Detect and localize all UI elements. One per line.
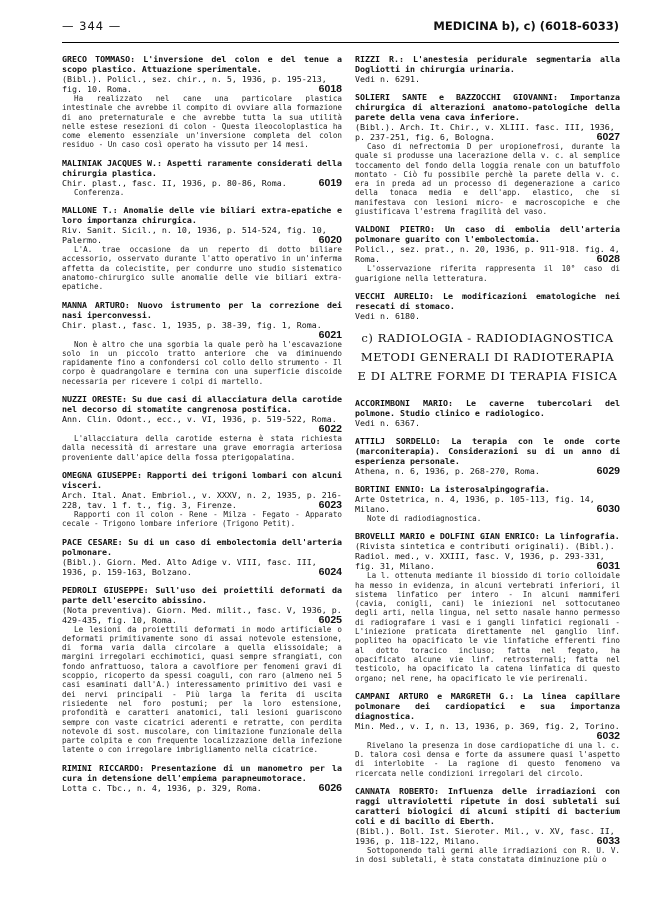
entry-number: 6018 <box>318 83 342 95</box>
entry-heading: RIZZI R.: L'anestesia peridurale segmentaria alla Dogliotti in chirurgia urinaria. <box>355 54 620 74</box>
entry-citation: Arte Ostetrica, n. 4, 1936, p. 105-113, fig. 14, Milano. 6030 <box>355 493 620 515</box>
entry-citation: Athena, n. 6, 1936, p. 268-270, Roma. 6029 <box>355 464 620 477</box>
entry <box>62 300 342 386</box>
entry-citation: (Bibl.). Arch. It. Chir., v. XLIII. fasc. III, 1936, p. 237-251, fig. 6, Bologna. 6027 <box>355 122 620 143</box>
entry-abstract: Non è altro che una sgorbia la quale però ha l'escavazione solo in un piccolo tratto anteriore che va diminuendo rapidamente fino a confondersi col collo dello strumento - Il corpo è quadrangolare e termina con una superficie discoide necessaria per ricevere i colpi di martello. <box>62 339 342 386</box>
entry <box>62 158 342 197</box>
entry <box>62 205 342 291</box>
entry-number: 6026 <box>318 781 342 794</box>
entry-crossref: Vedi n. 6291. <box>355 74 420 84</box>
entry <box>355 531 620 683</box>
entry-abstract: La l. ottenuta mediante il biossido di torio colloidale ha messo in evidenza, in alcuni vertebrati inferiori, il sistema linfatico per intero - In alcuni mammiferi (cavia, conigli, cani) le iniezioni nel sottocutaneo degli arti, nella lingua, nel setto nasale hanno permesso di radiografare i vasi e i gangli linfatici regionali - L'iniezione praticata direttamente nel ganglio linf. popliteo ha opacificato le vie linfatiche efferenti fino al dotto toracico incluso; fatta nel fegato, ha opacificato alcune vie linf. retrosternali; fatta nel testicolo, ha opacificato la catena linfatica di questo organo; nel rene, ha opacificato le vie perirenali. <box>355 571 620 683</box>
entry-abstract: Caso di nefrectomia D per uropionefrosi, durante la quale si produsse una lacerazione della v. c. al semplice toccamento del fondo della loggia renale con un batuffolo montato - Ciò fu possibile perchè la parete della v. c. era in preda ad un processo di degenerazione a carico della tonaca media e dell'app. elastico, che si manifestava con lesioni micro- e macroscopiche e che giustificava l'estrema fragilità del vaso. <box>355 142 620 217</box>
entry-citation: Ann. Clin. Odont., ecc., v. VI, 1936, p. 519-522, Roma. 6022 <box>62 414 342 436</box>
entry-citation: Chir. plast., fasc. 1, 1935, p. 38-39, fig. 1, Roma. 6021 <box>62 319 342 341</box>
entry-citation: Lotta c. Tbc., n. 4, 1936, p. 329, Roma. 6026 <box>62 781 342 794</box>
entry-number: 6019 <box>318 176 342 189</box>
entry-heading: ATTILJ SORDELLO: La terapia con le onde corte (marconiterapia). Considerazioni su di un anno di esperienza personale. <box>355 435 620 466</box>
entry <box>355 484 620 523</box>
entry-heading: BROVELLI MARIO e DOLFINI GIAN ENRICO: La linfografia. <box>355 531 620 542</box>
entry-number: 6021 <box>318 328 342 341</box>
entry-crossref: Vedi n. 6180. <box>355 310 420 321</box>
entry-heading: CANNATA ROBERTO: Influenza delle irradiazioni con raggi ultravioletti ripetute in dosi subletali sui caratteri biologici di alcuni stipiti di bacterium coli e di bacillo di Eberth. <box>355 786 620 827</box>
entry-abstract: L'allacciatura della carotide esterna è stata richiesta dalla necessità di arrestare una grave emorragia arteriosa proveniente dall'apice della fossa pterigopalatina. <box>62 434 342 462</box>
entry-citation: (Bibl.). Boll. Ist. Sieroter. Mil., v. XV, fasc. II, 1936, p. 118-122, Milano. 6033 <box>355 826 620 848</box>
entry <box>355 786 620 865</box>
entry <box>355 436 620 476</box>
entry <box>62 537 342 577</box>
left-column <box>62 54 342 801</box>
entry-number: 6028 <box>596 253 620 266</box>
running-title: MEDICINA b), c) (6018-6033) <box>433 19 619 33</box>
entry-number: 6020 <box>318 234 342 247</box>
entry-abstract: Sottoponendo tali germi alle irradiazioni con R. U. V. in dosi subletali, è stata constatata diminuzione più o <box>355 846 620 865</box>
entry-citation: Riv. Sanit. Sicil., n. 10, 1936, p. 514-524, fig. 10, Palermo. 6020 <box>62 225 342 247</box>
entry <box>355 224 620 283</box>
entry <box>62 763 342 793</box>
entry-number: 6027 <box>596 131 620 143</box>
entry-heading: NUZZI ORESTE: Su due casi di allacciatura della carotide nel decorso di stomatite cangrenosa postifica. <box>62 394 342 415</box>
page-header <box>62 16 619 43</box>
entry-number: 6033 <box>596 835 620 848</box>
entry-abstract: L'osservazione riferita rappresenta il 10° caso di guarigione nella letteratura. <box>355 264 620 283</box>
entry <box>355 291 620 321</box>
entry-heading: PACE CESARE: Su di un caso di embolectomia dell'arteria polmonare. <box>62 536 342 557</box>
entry-citation: (Rivista sintetica e contributi originali). (Bibl.). Radiol. med., v. XXIII, fasc. V, 1936, p. 293-331, fig. 31, Milano. 6031 <box>355 541 620 573</box>
entry-number: 6031 <box>596 560 620 573</box>
entry-number: 6024 <box>318 565 342 578</box>
entry-citation: (Bibl.). Giorn. Med. Alto Adige v. VIII, fasc. III, 1936, p. 159-163, Bolzano. 6024 <box>62 556 342 578</box>
entry-abstract: Conferenza. <box>74 187 125 197</box>
entry-abstract: Rapporti con il colon - Rene - Milza - Fegato - Apparato cecale - Trigono lombare inferiore (Trigono Petit). <box>62 509 342 529</box>
entry <box>62 470 342 529</box>
entry <box>355 691 620 778</box>
entry-crossref: Vedi n. 6367. <box>355 417 420 428</box>
entry-citation: Chir. plast., fasc. II, 1936, p. 80-86, Roma. 6019 <box>62 176 342 189</box>
entry-heading: RIMINI RICCARDO: Presentazione di un manometro per la cura in detensione dell'empiema parapneumotorace. <box>62 762 342 783</box>
entry <box>355 54 620 84</box>
entry-heading: VALDONI PIETRO: Un caso di embolia dell'arteria polmonare guarito con l'embolectomia. <box>355 224 620 245</box>
entry-heading: MALLONE T.: Anomalie delle vie biliari extra-epatiche e loro importanza chirurgica. <box>62 205 342 226</box>
entry-number: 6032 <box>596 729 620 742</box>
entry <box>62 394 342 462</box>
entry-citation: Policl., sez. prat., n. 20, 1936, p. 911-918. fig. 4, Roma. 6028 <box>355 244 620 266</box>
entry-number: 6025 <box>318 613 342 626</box>
entry-abstract: Rivelano la presenza in dose cardiopatiche di una l. c. D. talora così densa e forte da assumere quasi l'aspetto di interlobite - La ragione di questo fenomeno va ricercata nelle condizioni irregolari del circolo. <box>355 740 620 778</box>
entry-number: 6022 <box>318 423 342 436</box>
entry-heading: ACCORIMBONI MARIO: Le caverne tubercolari del polmone. Studio clinico e radiologico. <box>355 397 620 418</box>
section-title <box>355 329 620 386</box>
section-title-line: c) RADIOLOGIA - RADIODIAGNOSTICA <box>361 330 614 345</box>
entry-heading: MANNA ARTURO: Nuovo istrumento per la correzione dei nasi iperconvessi. <box>62 299 342 320</box>
entry-abstract: Ha realizzato nel cane una particolare plastica intestinale che avrebbe il compito di ovviare alla formazione di ano preternaturale e che avrebbe tutta la sua utilità nelle estese resezioni di colon - Questa ileocoloplastica ha come elemento essenziale un'inversione completa del colon residuo - Un caso così operato ha vissuto per 14 mesi. <box>62 94 342 150</box>
entry-abstract: Le lesioni da proiettili deformati in modo artificiale o deformati primitivamente sono di assai notevole estensione, di forma varia dalla circolare a quella elissoidale; a margini irregolari ecchimotici, quasi sempre sfrangiati, con fondo anfrattuoso, talora a cavolfiore per fenomeni gravi di scoppio, ricoperto da spessi coaguli, con raro (almeno nei 5 casi esaminati dall'A.) interessamento primitivo dei vasi e dei nervi principali - Più larga la ferita di uscita risiedente nel foro postumi; per la loro estensione, profondità e caratteri anatomici, tali lesioni guariscono sempre con vaste cicatrici aderenti e retratte, con perdita notevole di sost. muscolare, con limitazione funzionale della parte colpita e con frequente localizzazione della infezione latente o con irregolare imbrigliamento nella cicatrice. <box>62 624 342 755</box>
entry-number: 6030 <box>596 502 620 515</box>
entry-citation: (Bibl.). Policl., sez. chir., n. 5, 1936, p. 195-213, fig. 10. Roma. 6018 <box>62 74 342 95</box>
entry-heading: CAMPANI ARTURO e MARGRETH G.: La linea capillare polmonare dei cardiopatici e sua importanza diagnostica. <box>355 690 620 721</box>
section-title-line: E DI ALTRE FORME DI TERAPIA FISICA <box>357 368 618 383</box>
entry-heading: SOLIERI SANTE e BAZZOCCHI GIOVANNI: Importanza chirurgica di alterazioni anatomo-patologiche della parete della vena cava inferiore. <box>355 92 620 122</box>
entry <box>355 92 620 216</box>
entry-abstract: L'A. trae occasione da un reperto di dotto biliare accessorio, osservato durante l'atto operativo in un'inferma affetta da colecistite, per condurre uno studio sistematico anatomo-chirurgico sulle anomalie delle vie biliari extra-epatiche. <box>62 245 342 292</box>
section-title-line: METODI GENERALI DI RADIOTERAPIA <box>360 349 615 364</box>
entry-citation: Min. Med., v. I, n. 13, 1936, p. 369, fig. 2, Torino. 6032 <box>355 720 620 742</box>
entry <box>62 54 342 150</box>
entry-heading: GRECO TOMMASO: L'inversione del colon e del tenue a scopo plastico. Attuazione sperimentale. <box>62 54 342 74</box>
entry <box>355 398 620 428</box>
entry-number: 6023 <box>318 498 342 511</box>
right-column <box>355 54 620 873</box>
page-number: — 344 — <box>62 19 122 33</box>
entry-citation: (Nota preventiva). Giorn. Med. milit., fasc. V, 1936, p. 429-435, fig. 10, Roma. 6025 <box>62 604 342 626</box>
entry-heading: OMEGNA GIUSEPPE: Rapporti dei trigoni lombari con alcuni visceri. <box>62 469 342 490</box>
entry-heading: MALINIAK JACQUES W.: Aspetti raramente considerati della chirurgia plastica. <box>62 157 342 178</box>
entry-heading: VECCHI AURELIO: Le modificazioni ematologiche nei resecati di stomaco. <box>355 290 620 311</box>
entry-number: 6029 <box>596 464 620 477</box>
entry-citation: Arch. Ital. Anat. Embriol., v. XXXV, n. 2, 1935, p. 216-228, tav. 1 f. t., fig. 3, Firenze. 6023 <box>62 489 342 511</box>
entry-heading: PEDROLI GIUSEPPE: Sull'uso dei proiettili deformati da parte dell'esercito abissino. <box>62 584 342 605</box>
entry-abstract: Note di radiodiagnostica. <box>367 513 482 523</box>
entry-heading: BORTINI ENNIO: La isterosalpingografia. <box>355 483 550 494</box>
entry <box>62 585 342 755</box>
